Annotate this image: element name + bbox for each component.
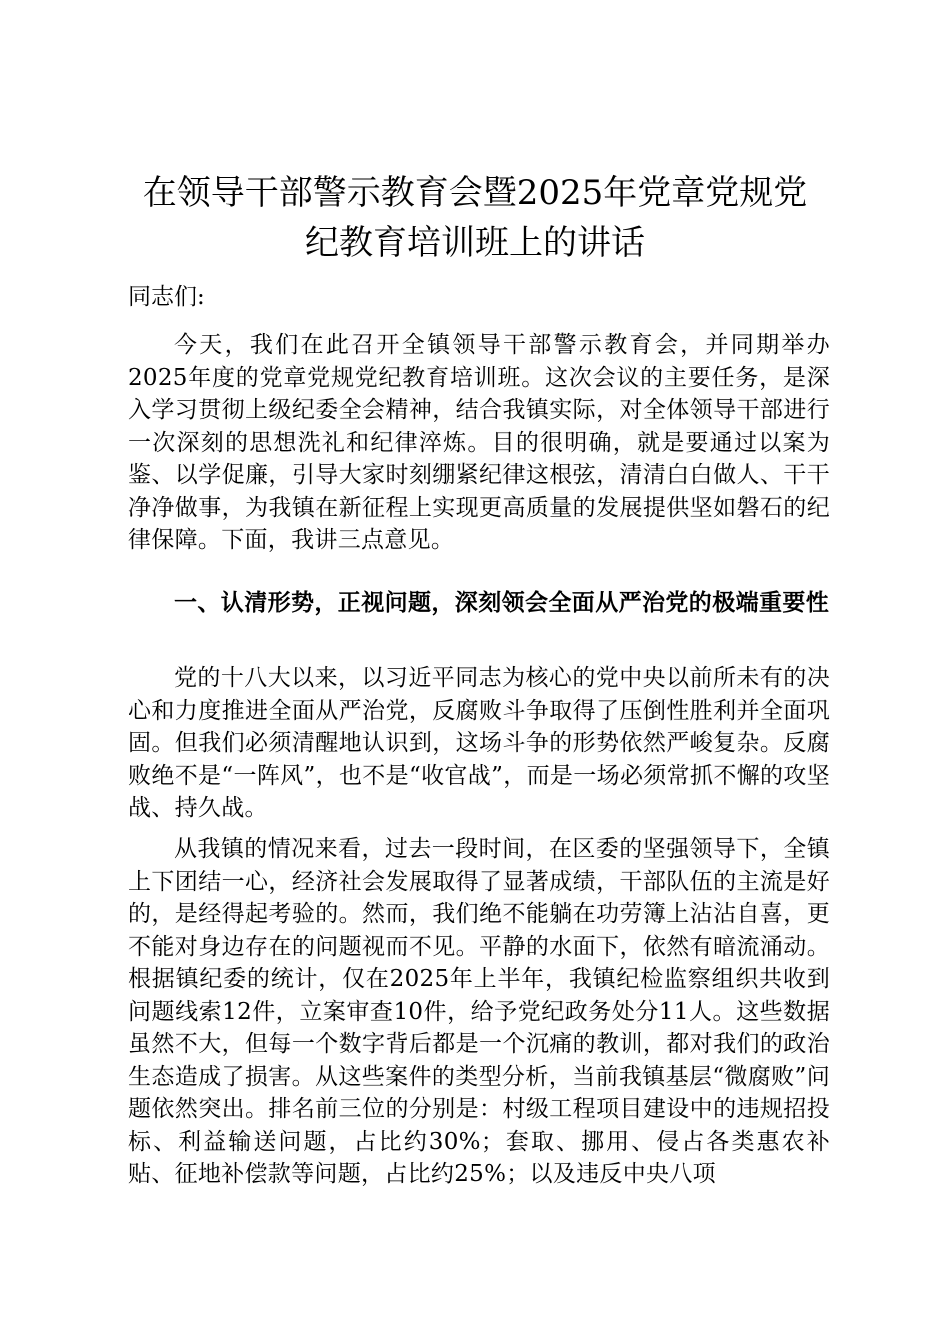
title-line-2: 纪教育培训班上的讲话 [305, 223, 645, 263]
paragraph-intro: 今天，我们在此召开全镇领导干部警示教育会，并同期举办2025年度的党章党规党纪教育培训班。这次会议的主要任务，是深入学习贯彻上级纪委全会精神，结合我镇实际，对全体领导干部进行一次深刻的思想洗礼和纪律淬炼。目的很明确，就是要通过以案为鉴、以学促廉，引导大家时刻绷紧纪律这根弦，清清白白做人、干干净净做事，为我镇在新征程上实现更高质量的发展提供坚如磐石的纪律保障。下面，我讲三点意见。 [128, 332, 830, 553]
paragraph-situation: 党的十八大以来，以习近平同志为核心的党中央以前所未有的决心和力度推进全面从严治党，反腐败斗争取得了压倒性胜利并全面巩固。但我们必须清醒地认识到，这场斗争的形势依然严峻复杂。反腐败绝不是“一阵风”，也不是“收官战”，而是一场必须常抓不懈的攻坚战、持久战。 [128, 665, 830, 821]
paragraph-town-status: 从我镇的情况来看，过去一段时间，在区委的坚强领导下，全镇上下团结一心，经济社会发展取得了显著成绩，干部队伍的主流是好的，是经得起考验的。然而，我们绝不能躺在功劳簿上沾沾自喜，更不能对身边存在的问题视而不见。平静的水面下，依然有暗流涌动。根据镇纪委的统计，仅在2025年上半年，我镇纪检监察组织共收到问题线索12件，立案审查10件，给予党纪政务处分11人。这些数据虽然不大，但每一个数字背后都是一个沉痛的教训，都对我们的政治生态造成了损害。从这些案件的类型分析，当前我镇基层“微腐败”问题依然突出。排名前三位的分别是：村级工程项目建设中的违规招投标、利益输送问题，占比约30%；套取、挪用、侵占各类惠农补贴、征地补偿款等问题，占比约25%；以及违反中央八项 [128, 836, 830, 1187]
title-line-1: 在领导干部警示教育会暨2025年党章党规党 [142, 173, 808, 213]
document-title [110, 168, 840, 268]
salutation: 同志们: [128, 284, 205, 310]
section-heading-1: 一、认清形势，正视问题，深刻领会全面从严治党的极端重要性 [174, 589, 830, 616]
